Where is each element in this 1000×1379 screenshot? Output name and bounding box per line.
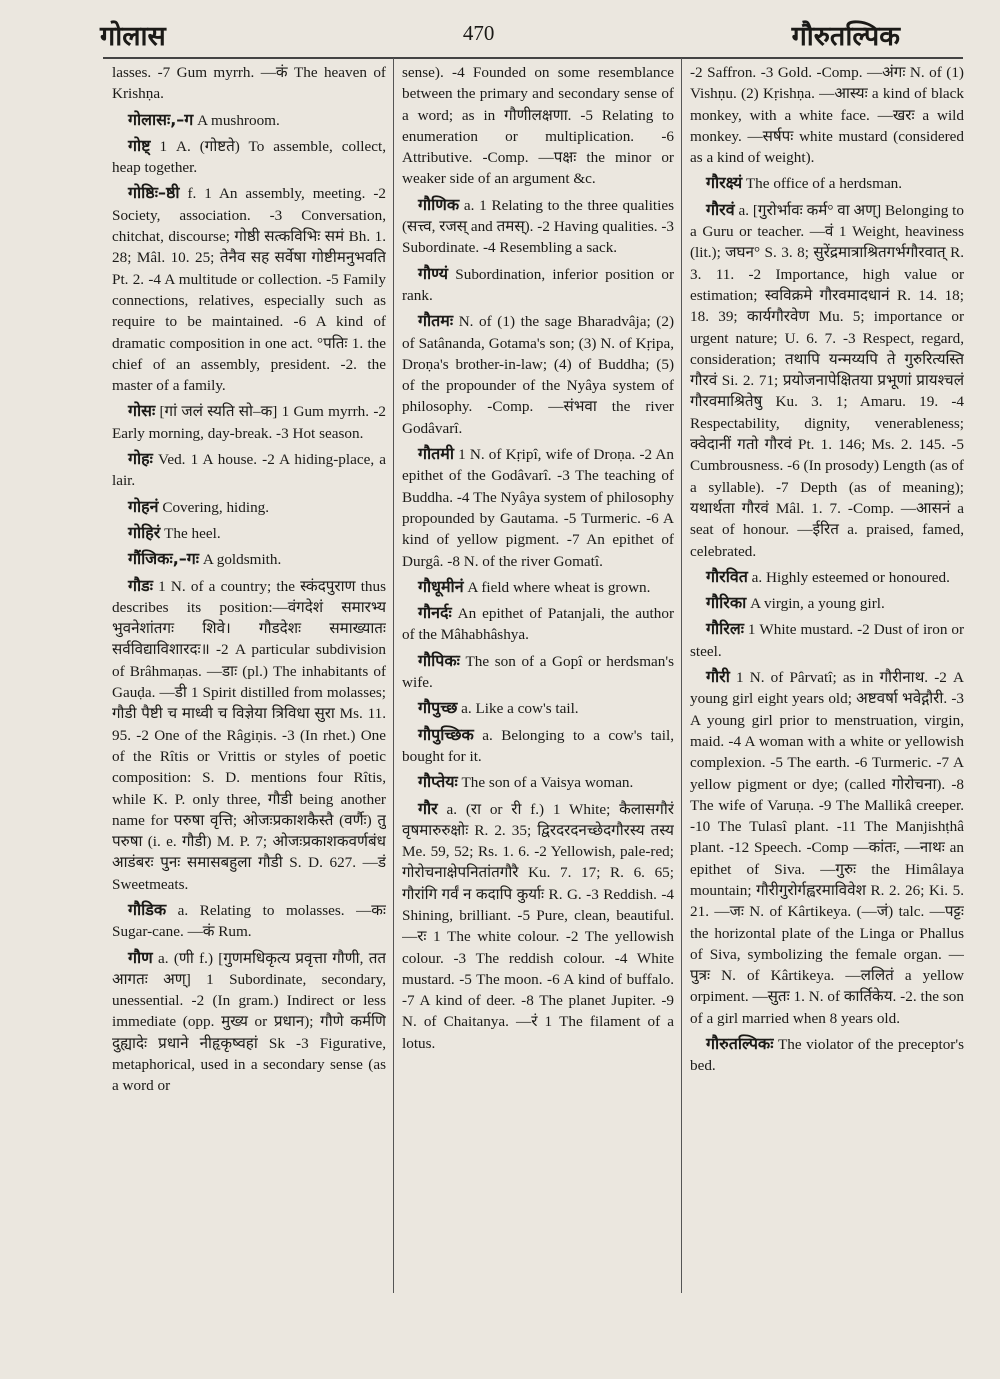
dictionary-entry bbox=[402, 443, 674, 572]
entry-continuation bbox=[690, 62, 964, 168]
definition-text: f. 1 An assembly, meeting. -2 Society, association. -3 Conversation, chitchat, discourse; गोष्ठी सत्कविभिः समं Bh. 1. 28; Mâl. 10. 25; तेनैव सह सर्वेषा गोष्टीमनुभवति Pt. 2. -4 A multitude or collection. -5 Family connections, relatives, especially such as require to be maintained. -6 A kind of dramatic composition in one act. °पतिः 1. the chief of an assembly, president. -2. the master of a family. bbox=[112, 185, 386, 395]
dictionary-entry bbox=[112, 899, 386, 943]
headword: गौडिक bbox=[128, 899, 167, 919]
headword: गौपुच्छिक bbox=[418, 724, 474, 744]
definition-text: 1 A. (गोष्टते) To assemble, collect, heap together. bbox=[112, 137, 386, 177]
page-number: 470 bbox=[462, 21, 495, 45]
headword: गौरवित bbox=[706, 566, 748, 586]
headword: गौरवं bbox=[706, 199, 735, 219]
definition-text: A mushroom. bbox=[197, 111, 280, 129]
column-divider bbox=[681, 58, 682, 1293]
dictionary-entry bbox=[690, 199, 964, 562]
definition-text: 1 N. of Kṛipî, wife of Droṇa. -2 An epithet of the Godâvarî. -3 The teaching of Buddha. -4 The Nyâya system of philosophy propounded by Gautama. -5 Turmeric. -6 A kind of yellow pigment. -7 An epithet of Durgâ. -8 N. of the river Gomatî. bbox=[402, 446, 674, 570]
definition-text: A virgin, a young girl. bbox=[750, 595, 885, 613]
headword: गोष्ट् bbox=[128, 135, 151, 155]
definition-text: A goldsmith. bbox=[202, 551, 282, 569]
dictionary-entry bbox=[112, 182, 386, 396]
dictionary-entry bbox=[402, 697, 674, 719]
definition-text: a. Like a cow's tail. bbox=[461, 700, 579, 718]
dictionary-entry bbox=[690, 592, 964, 614]
definition-text: Covering, hiding. bbox=[162, 498, 270, 516]
dictionary-entry bbox=[112, 400, 386, 444]
headword: गौण्यं bbox=[418, 263, 449, 283]
headword: गोहः bbox=[128, 449, 153, 469]
dictionary-entry bbox=[112, 947, 386, 1097]
headword: गौरुतल्पिकः bbox=[706, 1034, 774, 1054]
dictionary-entry bbox=[112, 522, 386, 544]
definition-text: 1 White mustard. -2 Dust of iron or steel. bbox=[690, 621, 964, 660]
column-1 bbox=[112, 62, 386, 1292]
dictionary-entry bbox=[112, 448, 386, 492]
header-rule bbox=[103, 57, 963, 59]
definition-text: a. 1 Relating to the three qualities (सत्त्व, रजस् and तमस्). -2 Having qualities. -3 Subordinate. -4 Resembling a sack. bbox=[402, 196, 674, 257]
headword: गोहनं bbox=[128, 496, 159, 516]
entry-continuation bbox=[112, 62, 386, 105]
headword: गौंजिकः,–गः bbox=[128, 549, 200, 569]
headword: गौरी bbox=[706, 667, 730, 687]
definition-text: a. Relating to molasses. —कः Sugar-cane. —कं Rum. bbox=[112, 901, 386, 941]
headword: गोसः bbox=[128, 401, 156, 421]
headword: गौर bbox=[418, 798, 438, 818]
definition-text: N. of (1) the sage Bharadvâja; (2) of Satânanda, Gotama's son; (3) N. of Kṛipa, Droṇa's brother-in-law; (4) of Buddha; (5) of the propounder of the Nyâya system of philosophy. -Comp. —संभवा the river Godâvarî. bbox=[402, 313, 674, 437]
headword: गौतमी bbox=[418, 444, 454, 464]
definition-text: 1 N. of a country; the स्कंदपुराण thus describes its position:—वंगदेशं समारभ्य भुवनेशांतगः शिवे। गौडदेशः समाख्यातः सर्वविद्याविशारदः॥ -2 A particular subdivision of Brâhmaṇas. —डाः (pl.) The inhabitants of Gauḍa. —डी 1 Spirit distilled from molasses; गौडी पैष्टी च माध्वी च विज्ञेया त्रिविधा सुरा Ms. 11. 95. -2 One of the Râgiṇis. -3 (In rhet.) One of the Rîtis or Vrittis or styles of poetic composition: S. D. mentions four Rîtis, while K. P. only three, गौडी being another name for परुषा वृत्ति; ओजःप्रकाशकैस्तै (वर्णैः) तु परुषा (i. e. गौडी) M. P. 7; ओजःप्रकाशकवर्णबंध आडंबरः पुनः समासबहुला गौडी S. D. 627. —डं Sweetmeats. bbox=[112, 577, 386, 893]
definition-text: Ved. 1 A house. -2 A hiding-place, a lair. bbox=[112, 451, 386, 490]
definition-text: The heel. bbox=[164, 524, 221, 542]
definition-text: 1 N. of Pârvatî; as in गौरीनाथ. -2 A young girl eight years old; अष्टवर्षा भवेद्गौरी. -3 A young girl prior to menstruation, virgin, maid. -4 A woman with a white or yellowish complexion. -5 The earth. -6 Turmeric. -7 A yellow pigment or dye; (called गोरोचना). -8 The wife of Varuṇa. -9 The Mallikâ creeper. -10 The Tulasî plant. -11 The Manjishṭhâ plant. -12 Speech. -Comp —कांतः, —नाथः an epithet of Siva. —गुरुः the Himâlaya mountain; गौरीगुरोर्गह्वरमाविवेश R. 2. 26; Ki. 5. 21. —जः N. of Kârtikeya. (—जं) talc. —पट्टः the horizontal plate of the Linga or Phallus of Siva, symbolizing the female organ. —पुत्रः N. of Kârtikeya. —ललितं a yellow orpiment. —सुतः 1. N. of कार्तिकेय. -2. the son of a girl married when 8 years old. bbox=[690, 669, 964, 1027]
headword: गोहिरं bbox=[128, 522, 161, 542]
dictionary-entry bbox=[690, 566, 964, 588]
column-divider bbox=[393, 58, 394, 1293]
column-3 bbox=[690, 62, 964, 1292]
definition-text: [गां जलं स्यति सो–क] 1 Gum myrrh. -2 Early morning, day-break. -3 Hot season. bbox=[112, 403, 386, 442]
definition-text: lasses. -7 Gum myrrh. —कं The heaven of Krishṇa. bbox=[112, 64, 386, 103]
headword: गौणिक bbox=[418, 194, 460, 214]
dictionary-entry bbox=[402, 263, 674, 307]
dictionary-entry bbox=[690, 666, 964, 1029]
dictionary-entry bbox=[402, 576, 674, 598]
headword: गौनर्दः bbox=[418, 603, 452, 623]
dictionary-entry bbox=[402, 310, 674, 439]
dictionary-entry bbox=[402, 724, 674, 768]
header-right-word: गौरुतल्पिक bbox=[791, 21, 900, 52]
header-left-word: गोलास bbox=[100, 21, 166, 52]
dictionary-entry bbox=[112, 548, 386, 570]
dictionary-entry bbox=[402, 798, 674, 1055]
definition-text: A field where wheat is grown. bbox=[467, 578, 651, 596]
dictionary-entry bbox=[690, 172, 964, 194]
dictionary-entry bbox=[112, 109, 386, 131]
definition-text: The son of a Gopî or herdsman's wife. bbox=[402, 652, 674, 692]
definition-text: The violator of the preceptor's bed. bbox=[690, 1036, 964, 1075]
dictionary-entry bbox=[402, 650, 674, 694]
headword: गौधूमीनं bbox=[418, 576, 464, 596]
headword: गौण bbox=[128, 947, 153, 967]
definition-text: An epithet of Patanjali, the author of the Mâhabhâshya. bbox=[402, 605, 674, 644]
definition-text: The office of a herdsman. bbox=[745, 175, 903, 193]
definition-text: a. Belonging to a cow's tail, bought for it. bbox=[402, 726, 674, 765]
headword: गोष्ठिः–ष्ठी bbox=[128, 183, 180, 203]
headword: गोलासः,–ग bbox=[128, 109, 194, 129]
dictionary-entry bbox=[690, 1033, 964, 1077]
page-header bbox=[100, 10, 900, 50]
definition-text: a. [गुरोर्भावः कर्म° वा अण्] Belonging to a Guru or teacher. —वं 1 Weight, heaviness (lit.); जघन° S. 3. 8; सुरेंद्रमात्राश्रितगर्भगौरवात् R. 3. 11. -2 Importance, high value or estimation; स्वविक्रमे गौरवमादधानं R. 14. 18; 18. 39; कार्यगौरवेण Mu. 5; importance or urgent nature; U. 6. 7. -3 Respect, regard, consideration; तथापि यन्मय्यपि ते गुरुरित्यस्ति गौरवं Si. 2. 71; प्रयोजनापेक्षितया प्रभूणां प्रायश्चलं गौरवमाश्रितेषु Ku. 3. 1; Amaru. 19. -4 Respectability, dignity, venerableness; क्वेदानीं गतो गौरवं Pt. 1. 146; Ms. 2. 145. -5 Cumbrousness. -6 (In prosody) Length (as of a syllable). -7 Depth (as of meaning); यथार्थता गौरवं Mâl. 1. 7. -Comp. —आसनं a seat of honour. —ईरित a. praised, famed, celebrated. bbox=[690, 201, 964, 560]
headword: गौप्तेयः bbox=[418, 772, 458, 792]
definition-text: The son of a Vaisya woman. bbox=[461, 774, 634, 792]
entry-continuation bbox=[402, 62, 674, 190]
headword: गौरिका bbox=[706, 593, 747, 613]
headword: गौपुच्छ bbox=[418, 698, 458, 718]
definition-text: a. (रा or री f.) 1 White; कैलासगौरं वृषमारुरुक्षोः R. 2. 35; द्विरदरदनच्छेदगौरस्य तस्य Me. 59, 52; Rs. 1. 6. -2 Yellowish, pale-red; गोरोचनाक्षेपनितांतगौरै Ku. 7. 17; R. 6. 65; गौरांगि गर्वं न कदापि कुर्याः R. G. -3 Reddish. -4 Shining, brilliant. -5 Pure, clean, beautiful. —रः 1 The white colour. -2 The yellowish colour. -3 The reddish colour. -4 White mustard. -5 The moon. -6 A kind of buffalo. -7 A kind of deer. -8 The planet Jupiter. -9 N. of Chaitanya. —रं 1 The filament of a lotus. bbox=[402, 800, 674, 1052]
dictionary-entry bbox=[690, 618, 964, 662]
dictionary-entry bbox=[112, 135, 386, 179]
definition-text: Subordination, inferior position or rank. bbox=[402, 265, 674, 304]
headword: गौरक्ष्यं bbox=[706, 173, 743, 193]
definition-text: -2 Saffron. -3 Gold. -Comp. —अंगः N. of (1) Vishṇu. (2) Kṛishṇa. —आस्यः a kind of black monkey, with a white face. —खरः a wild monkey. —सर्षपः white mustard (considered as a kind of weight). bbox=[690, 64, 964, 167]
headword: गौडः bbox=[128, 575, 153, 595]
dictionary-entry bbox=[112, 575, 386, 895]
definition-text: sense). -4 Founded on some resemblance between the primary and secondary sense of a word; as in गौणीलक्षणा. -5 Relating to enumeration or multiplication. -6 Attributive. -Comp. —पक्षः the minor or weaker side of an argument &c. bbox=[402, 64, 674, 188]
column-2 bbox=[402, 62, 674, 1292]
dictionary-entry bbox=[112, 496, 386, 518]
headword: गौतमः bbox=[418, 311, 454, 331]
dictionary-entry bbox=[402, 771, 674, 793]
dictionary-entry bbox=[402, 602, 674, 646]
dictionary-entry bbox=[402, 194, 674, 259]
definition-text: a. Highly esteemed or honoured. bbox=[751, 568, 950, 586]
headword: गौपिकः bbox=[418, 650, 460, 670]
headword: गौरिलः bbox=[706, 619, 744, 639]
definition-text: a. (णी f.) [गुणमधिकृत्य प्रवृत्ता गौणी, तत आगतः अण्] 1 Subordinate, secondary, unessential. -2 (In gram.) Indirect or less immediate (opp. मुख्य or प्रधान); गौणे कर्मणि दुह्यादेः प्रधाने नीहृकृष्वहां Sk -3 Figurative, metaphorical, used in a secondary sense (as a word or bbox=[112, 949, 386, 1095]
